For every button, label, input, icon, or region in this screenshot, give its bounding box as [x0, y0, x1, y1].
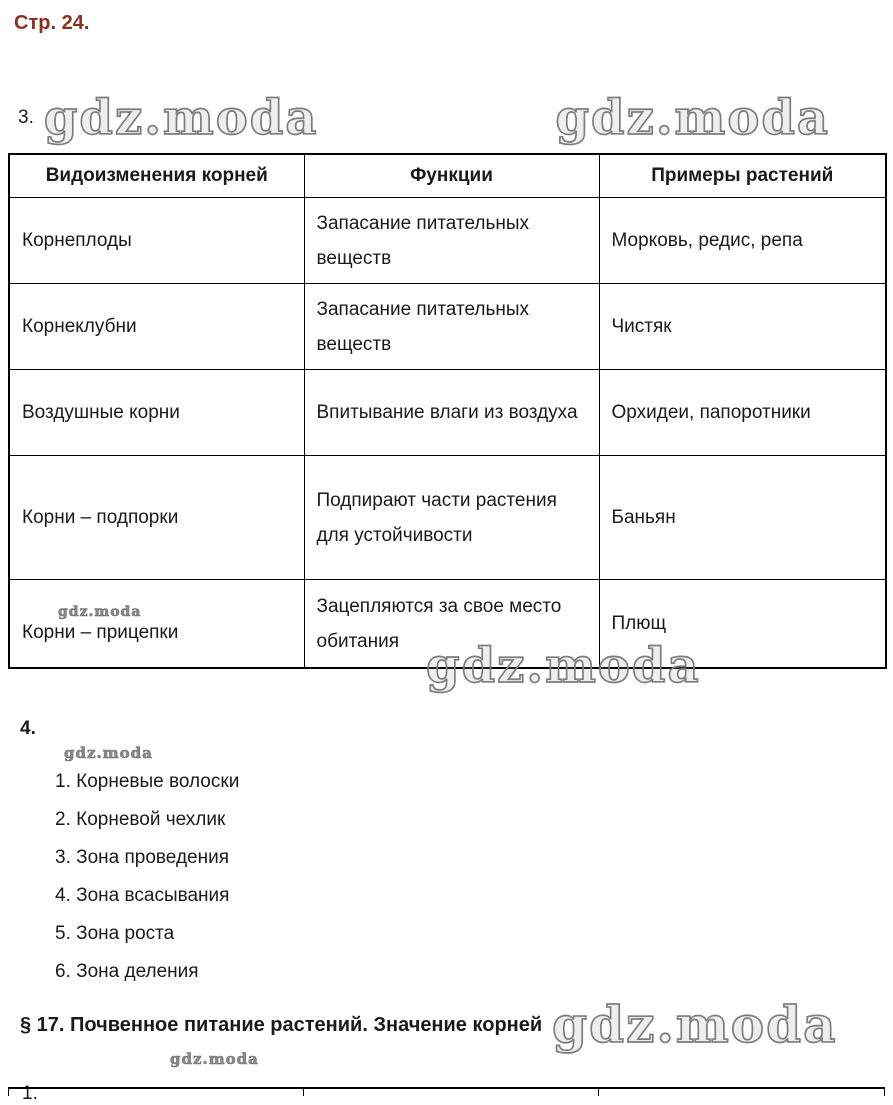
watermark-top-right: gdz.moda — [555, 90, 830, 146]
question-4-answer-list — [55, 771, 885, 983]
list-item: 5. Зона роста — [55, 922, 175, 944]
table-row — [9, 456, 886, 580]
list-item: 1. Корневые волоски — [55, 770, 240, 792]
watermark-heading-right: gdz.moda — [552, 994, 838, 1054]
question-4-block — [20, 718, 885, 763]
table-header-row — [9, 154, 886, 198]
table-cell-name-text: Корни – прицепки — [22, 621, 179, 643]
root-modifications-table — [8, 153, 887, 669]
table-cell-name: Корнеклубни — [9, 284, 304, 370]
question-4-label: 4. — [20, 717, 36, 739]
watermark-in-cell: gdz.moda — [58, 603, 142, 620]
watermark-below-table: gdz.moda — [426, 638, 701, 695]
table-cell-examples: Орхидеи, папоротники — [599, 370, 886, 456]
page-number-label: Стр. 24. — [14, 12, 90, 34]
question-1-label: 1. — [22, 1083, 38, 1105]
list-item: 2. Корневой чехлик — [55, 808, 226, 830]
next-table-top-border — [8, 1087, 885, 1096]
table-cell-function: Впитывание влаги из воздуха — [304, 370, 599, 456]
table-cell-function: Запасание питательных веществ — [304, 198, 599, 284]
table-cell-name: Воздушные корни — [9, 370, 304, 456]
list-item: 6. Зона деления — [55, 960, 199, 982]
question-3-row — [18, 90, 885, 146]
table-row — [9, 284, 886, 370]
table-cell-function: Запасание питательных веществ — [304, 284, 599, 370]
list-item: 4. Зона всасывания — [55, 884, 230, 906]
table-cell-function: Зацепляются за свое место обитания — [304, 580, 599, 669]
table-cell-name: Корни – подпорки — [9, 456, 304, 580]
table-cell-examples: Баньян — [599, 456, 886, 580]
table-cell-name: Корнеплоды — [9, 198, 304, 284]
table-cell-examples: Морковь, редис, репа — [599, 198, 886, 284]
question-3-label: 3. — [18, 107, 34, 129]
section-17-heading: § 17. Почвенное питание растений. Значение корней — [20, 1013, 543, 1036]
table-row — [9, 370, 886, 456]
table-row — [9, 198, 886, 284]
section-heading-row — [20, 994, 885, 1054]
table-cell-examples: Чистяк — [599, 284, 886, 370]
next-table-column-divider — [598, 1089, 599, 1096]
watermark-top-left: gdz.moda — [43, 90, 319, 146]
table-cell-examples: Плющ — [599, 580, 886, 669]
next-table-column-divider — [303, 1089, 304, 1096]
watermark-below-heading: gdz.moda — [170, 1050, 259, 1069]
table-cell-name — [9, 580, 304, 669]
table-header-modifications: Видоизменения корней — [9, 154, 304, 198]
list-item: 3. Зона проведения — [55, 846, 230, 868]
watermark-question-4: gdz.moda — [64, 743, 153, 762]
table-header-examples: Примеры растений — [599, 154, 886, 198]
table-header-functions: Функции — [304, 154, 599, 198]
table-cell-function: Подпирают части растения для устойчивости — [304, 456, 599, 580]
